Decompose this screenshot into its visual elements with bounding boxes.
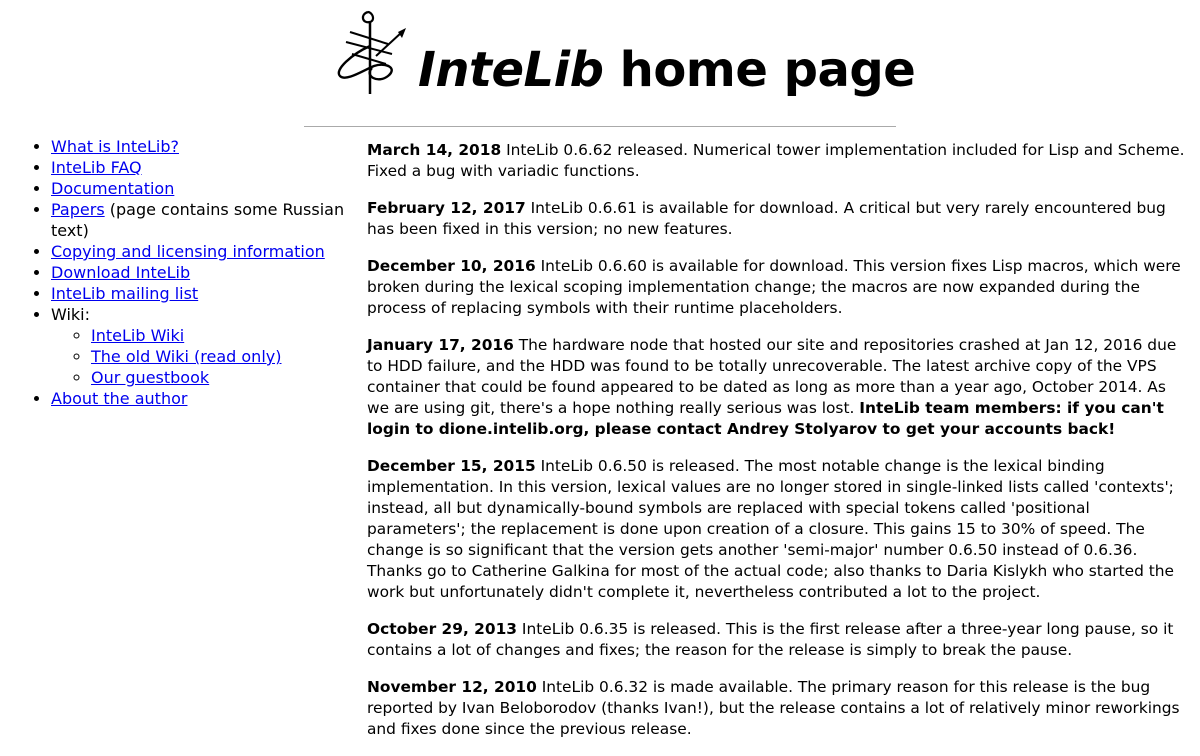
guestbook-link[interactable]: Our guestbook [91,368,210,387]
news-text: InteLib 0.6.62 released. Numerical tower implementation included for Lisp and Scheme. Fixed a bug with variadic functions. [367,141,1185,180]
nav-item-mailing-list [51,283,345,304]
licensing-link[interactable]: Copying and licensing information [51,242,325,261]
news-item [367,677,1189,740]
old-wiki-link[interactable]: The old Wiki (read only) [91,347,282,366]
header-divider [304,126,896,127]
wiki-item-intelib-wiki [91,325,345,346]
news-text: InteLib 0.6.32 is made available. The primary reason for this release is the bug reported by Ivan Beloborodov (thanks Ivan!), but the release contains a lot of relatively minor reworkings and fixes done since the previous release. [367,678,1180,738]
news-item [367,256,1189,319]
what-is-intelib-link[interactable]: What is InteLib? [51,137,179,156]
title-brand: InteLib [418,42,604,98]
nav-list [0,136,345,409]
wiki-item-old-wiki [91,346,345,367]
news-date: October 29, 2013 [367,620,517,638]
page-header [0,0,1200,126]
sidebar-nav [0,136,345,409]
wiki-label: Wiki: [51,305,91,324]
about-author-link[interactable]: About the author [51,389,188,408]
news-item [367,456,1189,603]
news-item [367,619,1189,661]
title-rest: home page [619,42,916,98]
news-date: November 12, 2010 [367,678,537,696]
news-text: The hardware node that hosted our site and repositories crashed at Jan 12, 2016 due to HDD failure, and the HDD was found to be totally unrecoverable. The latest archive copy of the VPS container that could be found appeared to be dated as long as more than a year ago, October 2014. As we are using git, there's a hope nothing really serious was lost. [367,336,1177,417]
faq-link[interactable]: InteLib FAQ [51,158,142,177]
nav-item-author [51,388,345,409]
news-text: InteLib 0.6.60 is available for download. This version fixes Lisp macros, which were broken during the lexical scoping implementation change; the macros are now expanded during the process of replacing symbols with their runtime placeholders. [367,257,1181,317]
papers-link[interactable]: Papers [51,200,105,219]
news-list [367,140,1189,756]
news-text: InteLib 0.6.35 is released. This is the first release after a three-year long pause, so it contains a lot of changes and fixes; the reason for the release is simply to break the pause. [367,620,1174,659]
wiki-item-guestbook [91,367,345,388]
mailing-list-link[interactable]: InteLib mailing list [51,284,199,303]
nav-item-papers [51,199,345,241]
news-item [367,140,1189,182]
intelib-wiki-link[interactable]: InteLib Wiki [91,326,185,345]
news-date: March 14, 2018 [367,141,502,159]
news-text: InteLib 0.6.61 is available for download. A critical but very rarely encountered bug has been fixed in this version; no new features. [367,199,1166,238]
intelib-ornament-icon [332,10,408,98]
wiki-sublist [51,325,345,388]
nav-item-licensing [51,241,345,262]
page-title [418,42,916,98]
news-date: January 17, 2016 [367,336,514,354]
news-date: December 10, 2016 [367,257,536,275]
news-item [367,198,1189,240]
news-text: InteLib 0.6.50 is released. The most notable change is the lexical binding implementation. In this version, lexical values are no longer stored in single-linked lists called 'contexts'; instead, all but dynamically-bound symbols are replaced with special tokens called 'positional parameters'; the replacement is done upon creation of a closure. This gains 15 to 30% of speed. The change is so significant that the version gets another 'semi-major' number 0.6.50 instead of 0.6.36. Thanks go to Catherine Galkina for most of the actual code; also thanks to Daria Kislykh who started the work but unfortunately didn't complete it, nevertheless contributed a lot to the project. [367,457,1175,601]
news-date: December 15, 2015 [367,457,536,475]
nav-item-what-is [51,136,345,157]
nav-item-download [51,262,345,283]
news-date: February 12, 2017 [367,199,526,217]
news-item [367,335,1189,440]
nav-item-faq [51,157,345,178]
download-link[interactable]: Download InteLib [51,263,191,282]
news-bold-notice: InteLib team members: if you can't login to dione.intelib.org, please contact Andrey Stolyarov to get your accounts back! [367,399,1164,438]
nav-item-documentation [51,178,345,199]
documentation-link[interactable]: Documentation [51,179,175,198]
nav-item-wiki [51,304,345,388]
papers-note: (page contains some Russian text) [51,200,345,240]
